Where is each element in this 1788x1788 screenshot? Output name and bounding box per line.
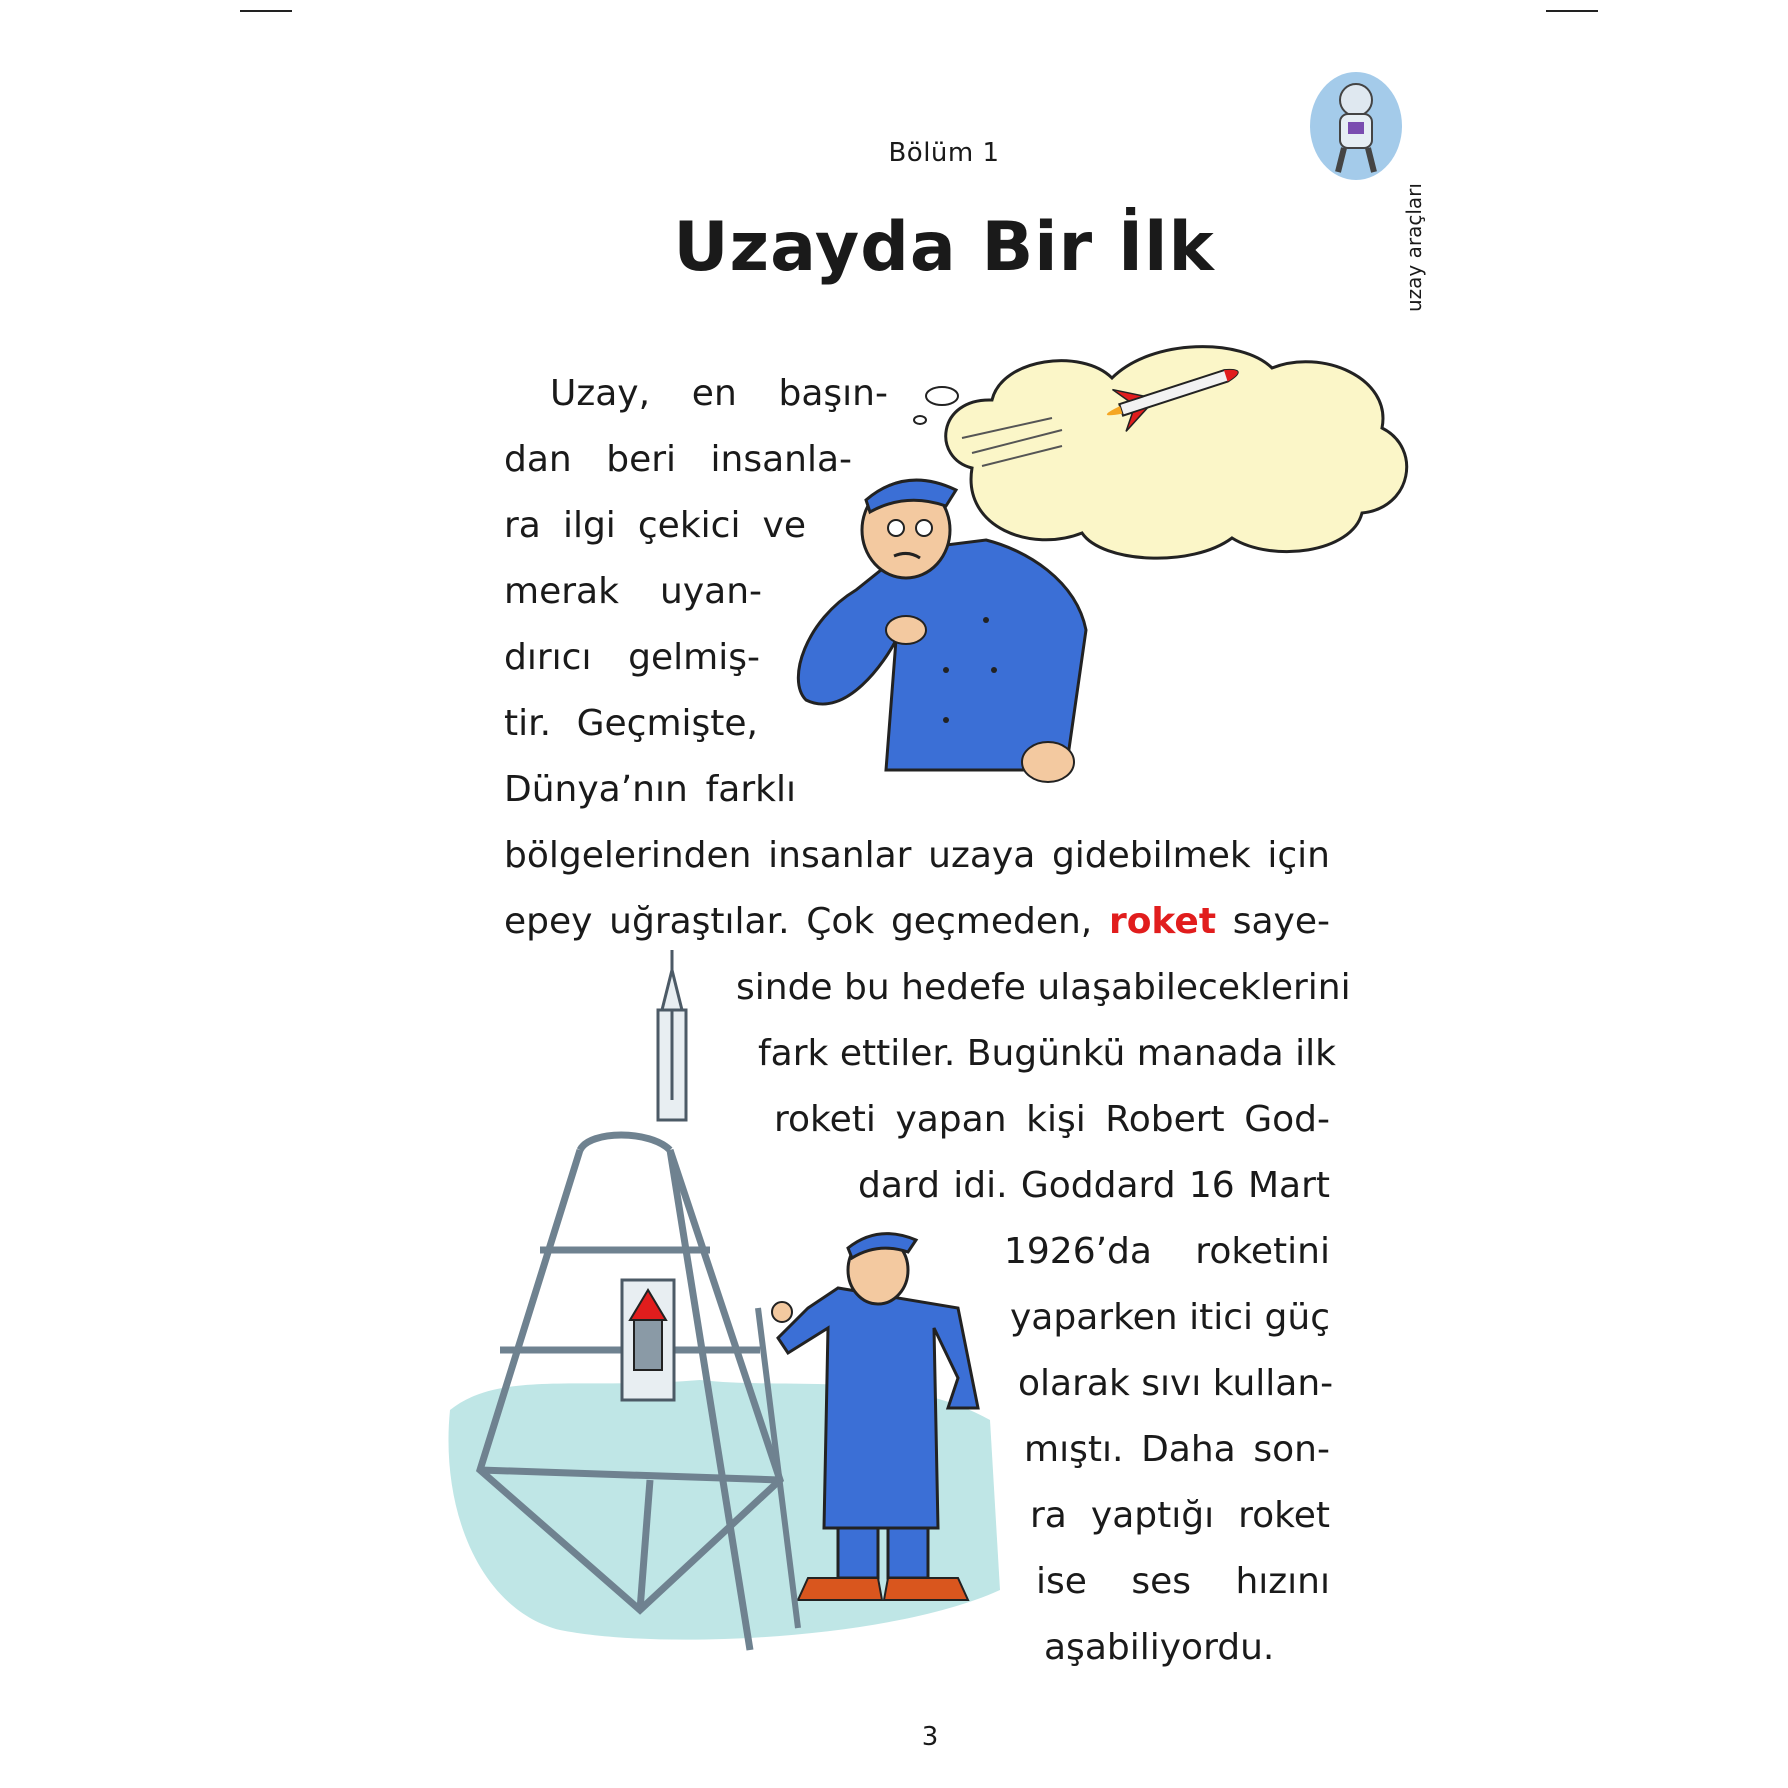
text-line: dan beri insanla- <box>504 439 852 480</box>
text-line: olarak sıvı kullan- <box>1018 1363 1334 1404</box>
text-segment: epey uğraştılar. Çok geçmeden, <box>504 901 1093 942</box>
text-line: mıştı. Daha son- <box>1024 1429 1330 1470</box>
highlighted-term: roket <box>1108 901 1217 942</box>
text-line: aşabiliyordu. <box>1044 1627 1275 1668</box>
text-line: ra ilgi çekici ve <box>504 505 806 546</box>
text-line: bölgelerinden insanlar uzaya gidebilmek için <box>504 835 1330 876</box>
text-line: Uzay, en başın- <box>550 373 888 414</box>
text-segment: saye- <box>1232 901 1330 942</box>
crop-mark-right <box>1546 10 1598 12</box>
text-line: 1926’da roketini <box>1004 1231 1330 1272</box>
text-line: yaparken itici güç <box>1010 1297 1330 1338</box>
crop-mark-left <box>240 10 292 12</box>
text-line: dard idi. Goddard 16 Mart <box>858 1165 1330 1206</box>
text-line: Dünya’nın farklı <box>504 769 796 810</box>
text-line: sinde bu hedefe ulaşabileceklerini <box>736 967 1351 1008</box>
text-line: fark ettiler. Bugünkü manada ilk <box>758 1033 1336 1074</box>
goddard-standing-illustration <box>758 1228 988 1608</box>
chapter-label: Bölüm 1 <box>888 138 1000 168</box>
text-line: tir. Geçmişte, <box>504 703 758 744</box>
text-line: dırıcı gelmiş- <box>504 637 760 678</box>
goddard-thinking-illustration <box>786 470 1126 800</box>
text-line: ise ses hızını <box>1036 1561 1330 1602</box>
page-number: 3 <box>921 1722 939 1752</box>
text-line <box>504 900 1330 944</box>
text-line: ra yaptığı roket <box>1030 1495 1330 1536</box>
page-title: Uzayda Bir İlk <box>673 208 1215 287</box>
text-line: merak uyan- <box>504 571 762 612</box>
side-label: uzay araçları <box>1402 183 1426 312</box>
text-line: roketi yapan kişi Robert God- <box>774 1099 1330 1140</box>
astronaut-icon <box>1308 70 1404 182</box>
